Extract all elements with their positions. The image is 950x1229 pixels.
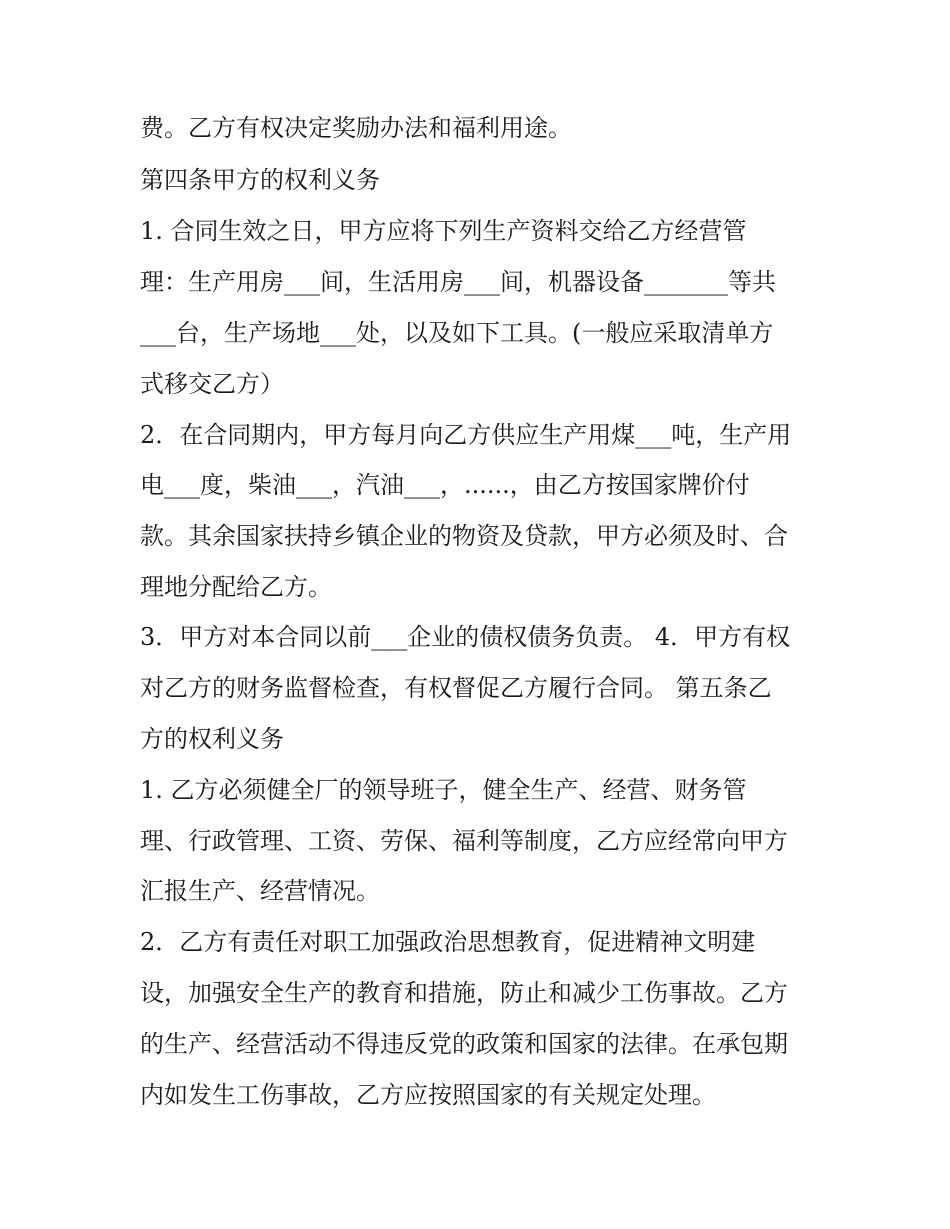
text-line: 1. 乙方必须健全厂的领导班子，健全生产、经营、财务管 xyxy=(140,776,747,804)
text-line: 电___度，柴油___，汽油___，......，由乙方按国家牌价付 xyxy=(140,471,750,499)
text-line: 的生产、经营活动不得违反党的政策和国家的法律。在承包期 xyxy=(140,1030,788,1058)
text-line: 款。其余国家扶持乡镇企业的物资及贷款，甲方必须及时、合 xyxy=(140,522,788,550)
text-line: 内如发生工伤事故，乙方应按照国家的有关规定处理。 xyxy=(140,1081,716,1109)
text-line: ___台，生产场地___处，以及如下工具。(一般应采取清单方 xyxy=(140,319,774,347)
text-line: 2．乙方有责任对职工加强政治思想教育，促进精神文明建 xyxy=(140,928,756,956)
text-line: 3．甲方对本合同以前___企业的债权债务负责。 4．甲方有权 xyxy=(140,623,791,651)
text-line: 汇报生产、经营情况。 xyxy=(140,877,380,905)
text-line: 1. 合同生效之日，甲方应将下列生产资料交给乙方经营管 xyxy=(140,217,747,245)
section-heading: 第四条甲方的权利义务 xyxy=(140,166,380,194)
text-line: 2．在合同期内，甲方每月向乙方供应生产用煤___吨，生产用 xyxy=(140,421,792,449)
text-line: 对乙方的财务监督检查，有权督促乙方履行合同。 第五条乙 xyxy=(140,674,772,702)
text-line: 设，加强安全生产的教育和措施，防止和减少工伤事故。乙方 xyxy=(140,979,788,1007)
text-line: 式移交乙方） xyxy=(140,370,284,398)
text-line: 理、行政管理、工资、劳保、福利等制度，乙方应经常向甲方 xyxy=(140,827,788,855)
text-line: 方的权利义务 xyxy=(140,725,284,753)
text-line: 费。乙方有权决定奖励办法和福利用途。 xyxy=(140,114,572,142)
text-line: 理：生产用房___间，生活用房___间，机器设备_______等共 xyxy=(140,268,776,296)
text-line: 理地分配给乙方。 xyxy=(140,573,332,601)
